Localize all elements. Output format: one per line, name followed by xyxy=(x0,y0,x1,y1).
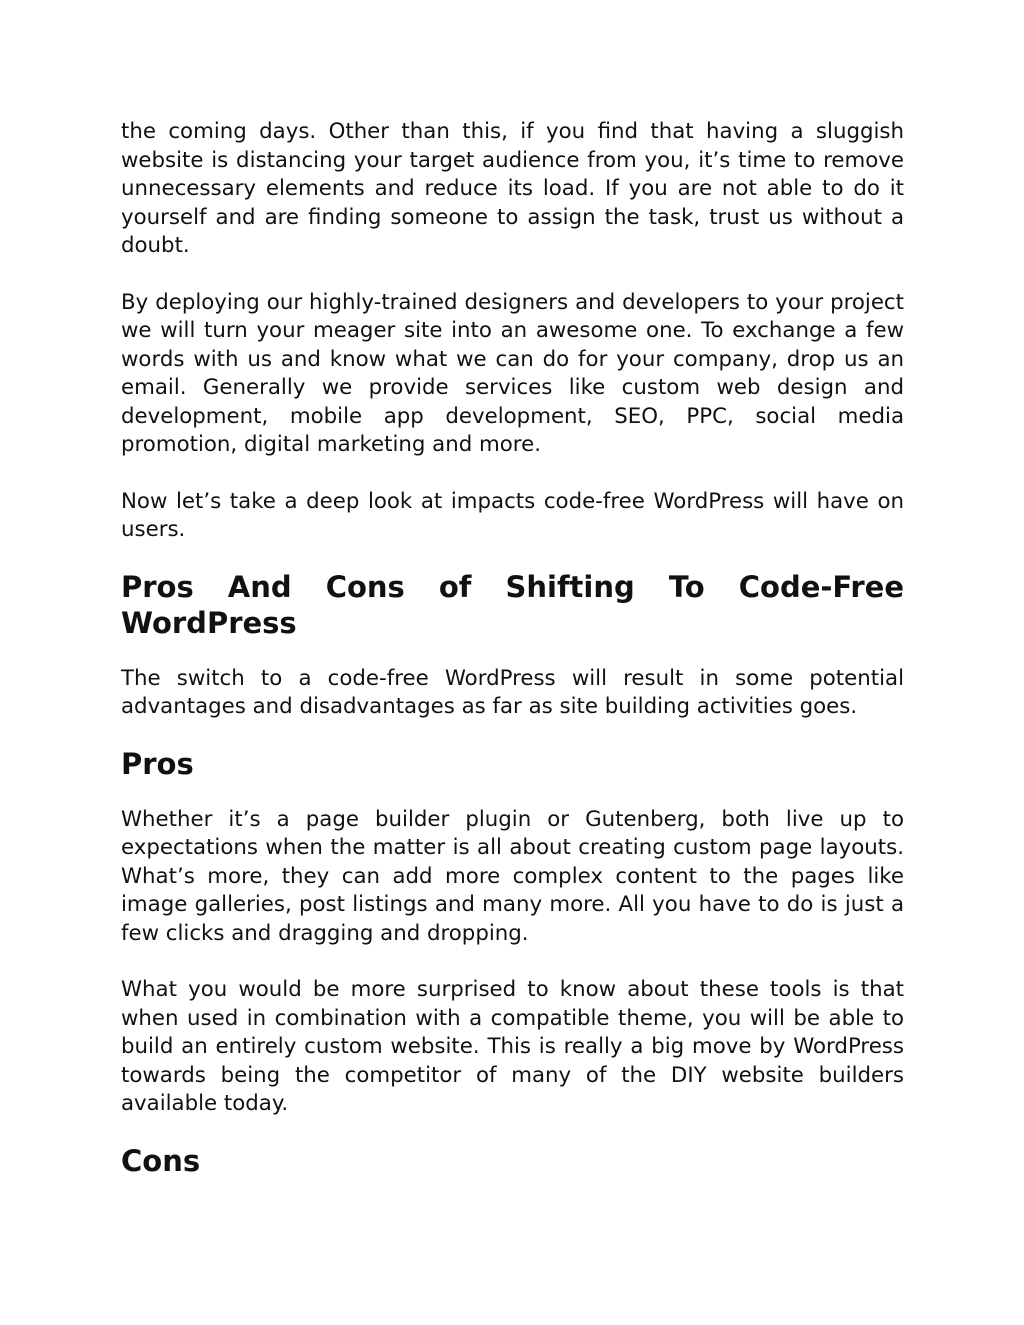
paragraph-website-load: the coming days. Other than this, if you find that having a sluggish website is distancing your target audience from you, it’s time to remove unnecessary elements and reduce its load. If you are not able to do it yourself and are finding someone to assign the task, trust us without a doubt. xyxy=(121,119,904,258)
section-heading-pros-cons: Pros And Cons of Shifting To Code-Free WordPress xyxy=(121,569,904,640)
heading-cons: Cons xyxy=(121,1143,201,1178)
paragraph-services: By deploying our highly-trained designers and developers to your project we will turn your meager site into an awesome one. To exchange a few words with us and know what we can do for your company, drop us an email. Generally we provide services like custom web design and development, mobile app development, SEO, PPC, social media promotion, digital marketing and more. xyxy=(121,289,904,457)
paragraph-pros-1: Whether it’s a page builder plugin or Gutenberg, both live up to expectations when the matter is all about creating custom page layouts. What’s more, they can add more complex content to the pages like image galleries, post listings and many more. All you have to do is just a few clicks and dragging and dropping. xyxy=(121,806,904,946)
document-page xyxy=(121,118,904,1203)
heading-pros: Pros xyxy=(121,746,194,781)
paragraph-section-intro: The switch to a code-free WordPress will result in some potential advantages and disadvantages as far as site building activities goes. xyxy=(121,665,904,719)
paragraph-impacts: Now let’s take a deep look at impacts code-free WordPress will have on users. xyxy=(121,488,904,542)
paragraph-pros-2: What you would be more surprised to know about these tools is that when used in combination with a compatible theme, you will be able to build an entirely custom website. This is really a big move by WordPress towards being the competitor of many of the DIY website builders available today. xyxy=(121,977,904,1116)
